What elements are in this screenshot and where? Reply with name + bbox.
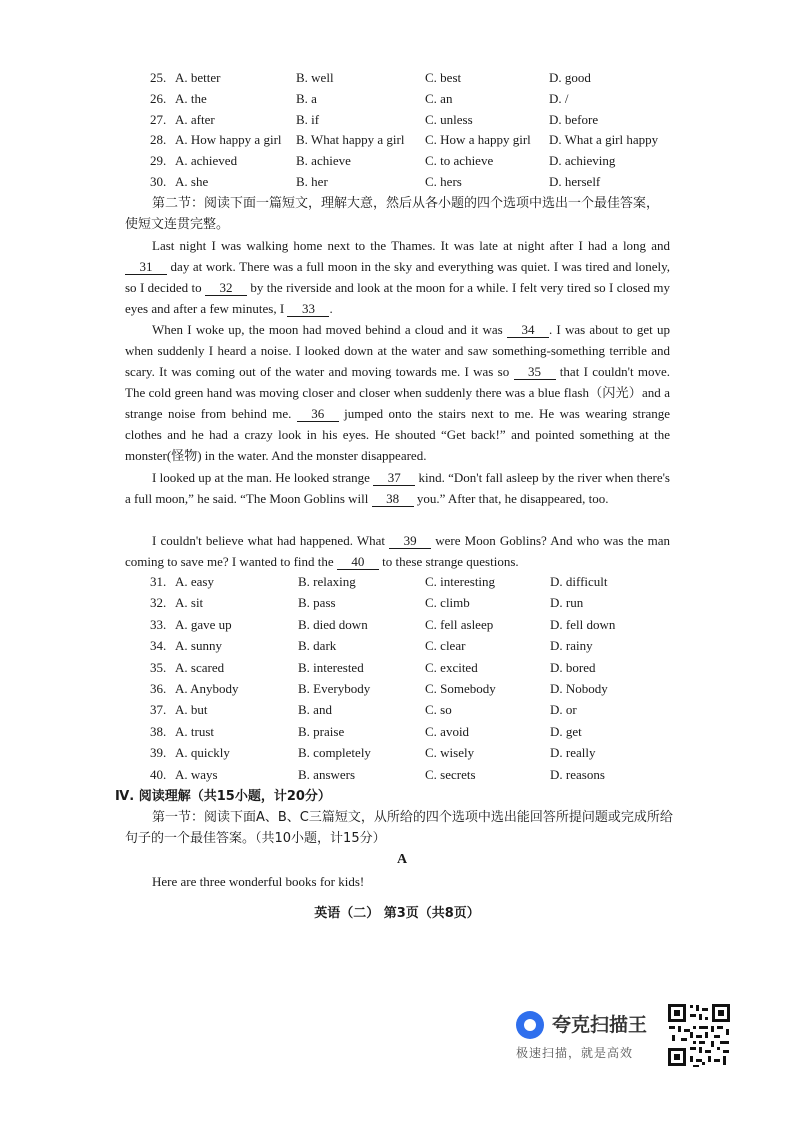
question-number: 33. (150, 617, 167, 632)
blank-36: 36 (297, 406, 339, 422)
question-number: 36. (150, 681, 167, 696)
passage-text: . I was about to get up when suddenly I heard a noise. I looked down at the water and saw something-something terrible and scary. It was coming out of the water and moving towards me. I was so (125, 322, 671, 379)
option-b: B. interested (298, 660, 364, 675)
option-a: A. sit (175, 595, 204, 610)
option-row-33 (150, 615, 710, 635)
passage-text: . (329, 301, 333, 316)
question-number: 40. (150, 767, 167, 782)
question-number: 26. (150, 91, 167, 106)
passage-text: day at work. There was a full moon in the sky and everything was quiet. I was tired and lonely, so I decided to (125, 259, 670, 295)
option-d: D. rainy (550, 638, 593, 653)
question-number: 27. (150, 112, 167, 127)
question-number: 37. (150, 702, 167, 717)
option-row-25: 25. A. better B. well C. best D. good (150, 68, 710, 88)
option-c: C. How a happy girl (425, 132, 531, 147)
option-row-29 (150, 151, 710, 171)
option-a: A. after (175, 112, 215, 127)
passage-text: that I couldn't move. The cold green hand was moving closer and closer when suddenly there was a blue flash（闪光）and a strange noise from behind me. (125, 364, 670, 421)
passage-text: were Moon Goblins? And who was the man coming to save me? I wanted to find the (125, 533, 670, 569)
section-2-instruction: 第二节：阅读下面一篇短文，理解大意，然后从各小题的四个选项中选出一个最佳答案，使短文连贯完整。 (125, 196, 660, 232)
option-d: D. herself (549, 174, 601, 189)
blank-39: 39 (389, 533, 431, 549)
option-row-31 (150, 572, 710, 592)
option-c: C. climb (425, 595, 470, 610)
passage-a-intro: Here are three wonderful books for kids! (152, 874, 365, 889)
option-b: B. pass (298, 595, 336, 610)
option-d: D. good (549, 70, 591, 85)
question-number: 35. (150, 660, 167, 675)
question-number: 34. (150, 638, 167, 653)
option-a: A. trust (175, 724, 214, 739)
passage-text: you.” After that, he disappeared, too. (413, 491, 609, 506)
option-d: D. fell down (550, 617, 616, 632)
option-b: B. if (296, 112, 320, 127)
option-b: B. her (296, 174, 328, 189)
option-c: C. to achieve (425, 153, 494, 168)
passage-text: by the riverside and look at the moon for a while. I felt very tired so I closed my eyes and after a few minutes, I (125, 280, 671, 316)
option-b: B. answers (298, 767, 356, 782)
option-c: C. unless (425, 112, 473, 127)
question-number: 30. (150, 174, 167, 189)
option-row-28 (150, 130, 710, 150)
option-d: D. run (550, 595, 584, 610)
blank-34: 34 (507, 322, 549, 338)
option-d: D. reasons (550, 767, 605, 782)
part-4-heading: Ⅳ. 阅读理解（共15小题，计20分） (115, 789, 331, 804)
option-c: C. interesting (425, 574, 496, 589)
question-number: 38. (150, 724, 167, 739)
option-c: C. excited (425, 660, 478, 675)
option-row-30 (150, 172, 710, 192)
option-c: C. wisely (425, 745, 475, 760)
page-footer: 英语（二） 第3页（共8页） (314, 906, 480, 921)
option-d: D. difficult (550, 574, 608, 589)
option-a: A. gave up (175, 617, 232, 632)
option-c: C. so (425, 702, 452, 717)
option-row-26 (150, 89, 710, 109)
option-a: A. ways (175, 767, 218, 782)
blank-31: 31 (125, 259, 167, 275)
option-d: D. achieving (549, 153, 616, 168)
option-c: C. fell asleep (425, 617, 494, 632)
passage-text: jumped onto the stairs next to me. He was wearing strange clothes and he had a crazy look in his eyes. He shouted “Get back!” and pointed something at the monster(怪物) in the water. And the monster disappeared. (125, 406, 670, 463)
passage-text: kind. “Don't fall asleep by the river when there's a full moon,” he said. “The Moon Goblins will (125, 470, 670, 506)
scanner-logo-icon (516, 1011, 544, 1039)
passage-a-label: A (396, 852, 408, 867)
option-row-38 (150, 722, 710, 742)
blank-37: 37 (373, 470, 415, 486)
option-b: B. died down (298, 617, 368, 632)
option-d: D. before (549, 112, 599, 127)
scanner-app-name: 夸克扫描王 (552, 1014, 648, 1036)
passage-text: to these strange questions. (378, 554, 519, 569)
option-a: A. achieved (175, 153, 238, 168)
option-row-37 (150, 700, 710, 720)
option-a: A. better (175, 70, 221, 85)
option-c: C. best (425, 70, 462, 85)
option-row-36 (150, 679, 710, 699)
option-row-34 (150, 636, 710, 656)
option-d: D. / (549, 91, 569, 106)
blank-40: 40 (337, 554, 379, 570)
blank-33: 33 (287, 301, 329, 317)
option-a: A. but (175, 702, 208, 717)
option-a: A. quickly (175, 745, 230, 760)
option-c: C. secrets (425, 767, 476, 782)
part-4-instruction: 第一节：阅读下面A、B、C三篇短文，从所给的四个选项中选出能回答所提问题或完成所给句子的一个最佳答案。（共10小题，计15分） (125, 810, 673, 846)
option-a: A. sunny (175, 638, 222, 653)
option-c: C. hers (425, 174, 462, 189)
option-row-39 (150, 743, 710, 763)
blank-35: 35 (514, 364, 556, 380)
option-d: D. really (550, 745, 596, 760)
option-d: D. bored (550, 660, 596, 675)
passage-text: When I woke up, the moon had moved behind a cloud and it was (152, 322, 507, 337)
question-number: 31. (150, 574, 167, 589)
option-b: B. well (296, 70, 334, 85)
question-number: 32. (150, 595, 167, 610)
option-b: B. achieve (296, 153, 351, 168)
option-a: A. scared (175, 660, 225, 675)
option-a: A. the (175, 91, 207, 106)
option-d: D. What a girl happy (549, 132, 659, 147)
blank-32: 32 (205, 280, 247, 296)
qr-code-icon (666, 1002, 732, 1068)
option-b: B. completely (298, 745, 371, 760)
scanner-watermark (512, 1002, 738, 1068)
passage-text: I looked up at the man. He looked strange (152, 470, 374, 485)
passage-text: I couldn't believe what had happened. What (152, 533, 390, 548)
passage-text: Last night I was walking home next to the Thames. It was late at night after I had a long and (152, 238, 670, 253)
option-b: B. dark (298, 638, 337, 653)
blank-38: 38 (372, 491, 414, 507)
passage-paragraph-1 (125, 235, 670, 319)
option-d: D. or (550, 702, 577, 717)
option-c: C. avoid (425, 724, 470, 739)
option-a: A. How happy a girl (175, 132, 282, 147)
option-b: B. praise (298, 724, 345, 739)
option-c: C. an (425, 91, 453, 106)
passage-paragraph-4 (125, 530, 670, 572)
option-a: A. easy (175, 574, 214, 589)
option-d: D. Nobody (550, 681, 608, 696)
option-a: A. Anybody (175, 681, 239, 696)
question-number: 39. (150, 745, 167, 760)
scanner-slogan: 极速扫描，就是高效 (516, 1046, 634, 1060)
option-d: D. get (550, 724, 582, 739)
option-c: C. Somebody (425, 681, 496, 696)
option-c: C. clear (425, 638, 466, 653)
option-b: B. relaxing (298, 574, 356, 589)
option-b: B. What happy a girl (296, 132, 405, 147)
option-b: B. a (296, 91, 317, 106)
passage-paragraph-2 (125, 319, 670, 466)
option-b: B. Everybody (298, 681, 371, 696)
option-b: B. and (298, 702, 332, 717)
option-row-40 (150, 765, 710, 785)
question-number: 29. (150, 153, 167, 168)
option-a: A. she (175, 174, 209, 189)
passage-paragraph-3 (125, 467, 670, 509)
option-row-27 (150, 110, 710, 130)
question-number: 28. (150, 132, 167, 147)
option-row-35 (150, 658, 710, 678)
option-row-32 (150, 593, 710, 613)
